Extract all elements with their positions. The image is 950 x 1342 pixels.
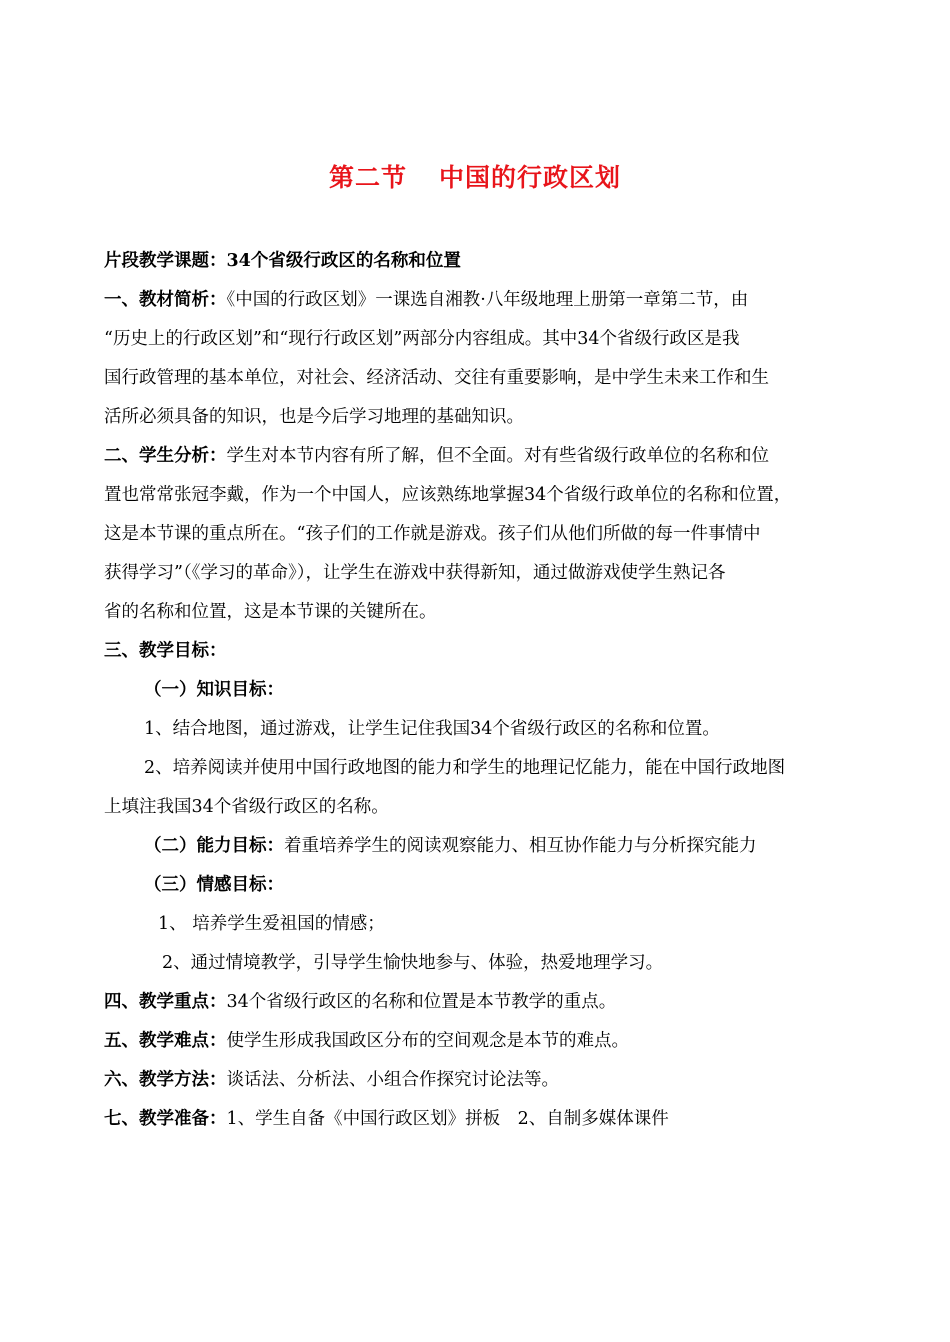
section-textbook-analysis (104, 281, 852, 320)
section-student-analysis (104, 437, 852, 476)
section-heading: 六、教学方法： (104, 1070, 227, 1090)
document-body (104, 242, 852, 1139)
ability-goals (104, 827, 852, 866)
paragraph-text: 《中国的行政区划》一课选自湘教·八年级地理上册第一章第二节，由 (226, 290, 749, 310)
section-key-points (104, 983, 852, 1022)
section-text: 1、学生自备《中国行政区划》拼板 2、自制多媒体课件 (226, 1109, 669, 1129)
title-topic: 中国的行政区划 (439, 163, 622, 192)
subheading-emotion-goals: （三）情感目标： (144, 875, 284, 895)
section-text: 使学生形成我国政区分布的空间观念是本节的难点。 (226, 1031, 629, 1051)
paragraph-line: “历史上的行政区划”和“现行行政区划”两部分内容组成。其中34个省级行政区是我 (104, 329, 740, 349)
subheading-knowledge-goals: （一）知识目标： (144, 680, 284, 700)
paragraph-line: 省的名称和位置，这是本节课的关键所在。 (104, 602, 437, 622)
lesson-topic: 片段教学课题：34个省级行政区的名称和位置 (104, 251, 461, 271)
subheading-ability-goals: （二）能力目标： (144, 836, 284, 856)
section-heading: 四、教学重点： (104, 992, 227, 1012)
section-heading: 七、教学准备： (104, 1109, 227, 1129)
section-heading: 二、学生分析： (104, 446, 227, 466)
emotion-goal-1: 1、 培养学生爱祖国的情感； (158, 914, 385, 934)
knowledge-goal-2: 2、培养阅读并使用中国行政地图的能力和学生的地理记忆能力，能在中国行政地图 (144, 758, 786, 778)
section-teaching-preparation (104, 1100, 852, 1139)
paragraph-text: 学生对本节内容有所了解，但不全面。对有些省级行政单位的名称和位 (226, 446, 769, 466)
knowledge-goal-2-cont: 上填注我国34个省级行政区的名称。 (104, 797, 389, 817)
title-section-number: 第二节 (328, 163, 407, 192)
section-teaching-methods (104, 1061, 852, 1100)
paragraph-line: 活所必须具备的知识，也是今后学习地理的基础知识。 (104, 407, 524, 427)
paragraph-line: 获得学习”（《学习的革命》），让学生在游戏中获得新知，通过做游戏使学生熟记各 (104, 563, 726, 583)
section-heading: 五、教学难点： (104, 1031, 227, 1051)
emotion-goal-2: 2、通过情境教学，引导学生愉快地参与、体验，热爱地理学习。 (162, 953, 664, 973)
paragraph-line: 国行政管理的基本单位，对社会、经济活动、交往有重要影响，是中学生未来工作和生 (104, 368, 769, 388)
paragraph-line: 这是本节课的重点所在。“孩子们的工作就是游戏。孩子们从他们所做的每一件事情中 (104, 524, 761, 544)
knowledge-goal-1: 1、结合地图，通过游戏，让学生记住我国34个省级行政区的名称和位置。 (144, 719, 720, 739)
section-text: 谈话法、分析法、小组合作探究讨论法等。 (226, 1070, 559, 1090)
paragraph-line: 置也常常张冠李戴，作为一个中国人，应该熟练地掌握34个省级行政单位的名称和位置， (104, 485, 792, 505)
ability-goals-text: 着重培养学生的阅读观察能力、相互协作能力与分析探究能力 (284, 836, 757, 856)
section-text: 34个省级行政区的名称和位置是本节教学的重点。 (226, 992, 617, 1012)
section-teaching-goals: 三、教学目标： (104, 641, 227, 661)
document-title (0, 158, 950, 194)
section-heading: 一、教材简析： (104, 290, 227, 310)
section-difficult-points (104, 1022, 852, 1061)
